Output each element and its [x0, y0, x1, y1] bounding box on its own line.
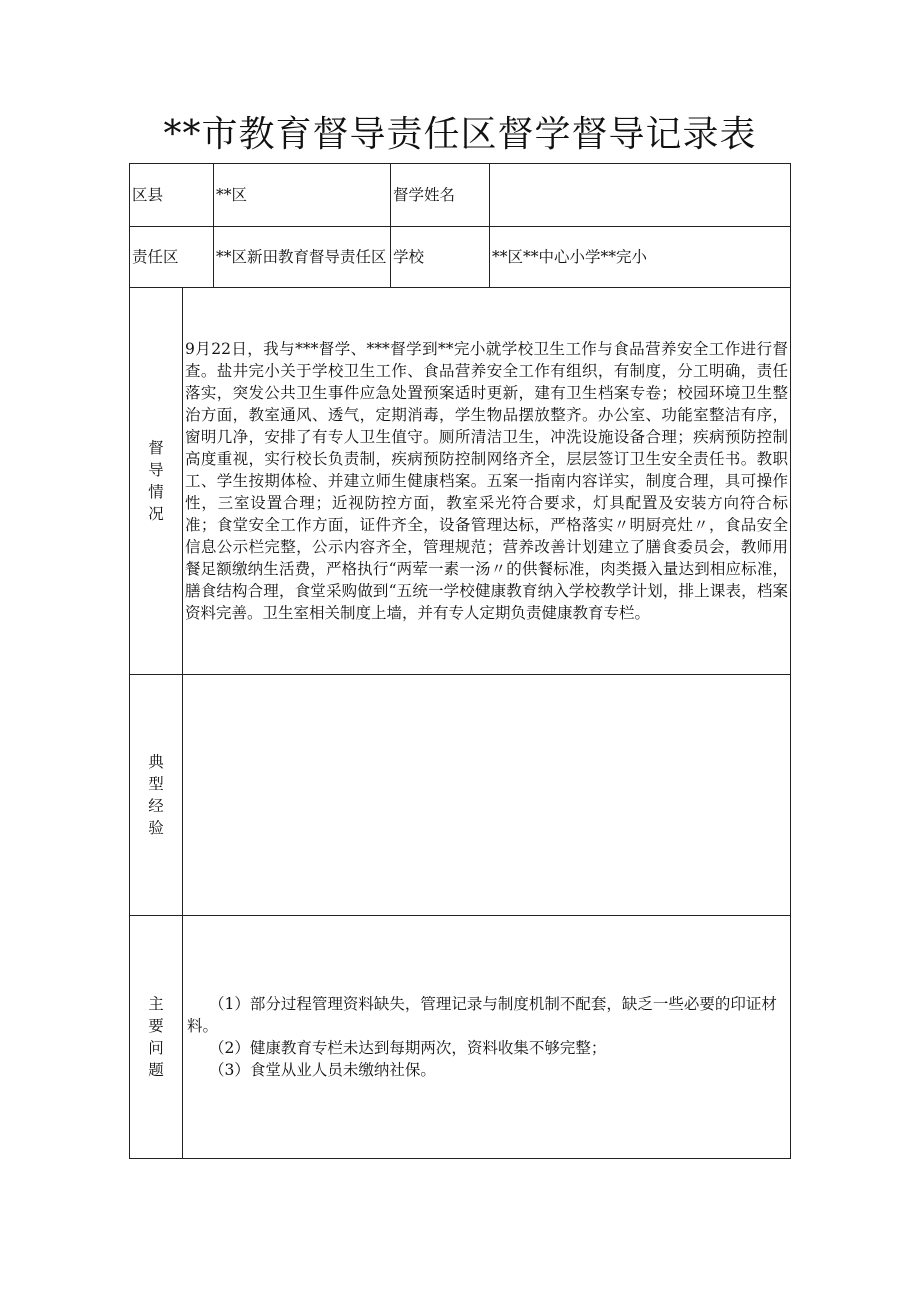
table-row-zone: [130, 227, 791, 288]
inspector-value: [490, 164, 791, 227]
school-label: 学校: [391, 227, 490, 288]
problem-item: （2）健康教育专栏未达到每期两次，资料收集不够完整；: [209, 1039, 607, 1057]
zone-label: 责任区: [130, 227, 214, 288]
table-row-experience: [130, 675, 791, 916]
table-row-situation: [130, 288, 791, 675]
problems-list: [183, 916, 791, 1159]
school-value: **区**中心小学**完小: [490, 227, 791, 288]
problems-label: 主 要 问 题: [130, 916, 183, 1159]
record-table: [129, 163, 791, 1159]
table-row-district: [130, 164, 791, 227]
zone-value: **区新田教育督导责任区: [214, 227, 391, 288]
experience-text: [183, 675, 791, 916]
district-label: 区县: [130, 164, 214, 227]
situation-text-cell: [183, 288, 791, 675]
situation-label: 督 导 情 况: [130, 288, 183, 675]
problem-item: （1）部分过程管理资料缺失，管理记录与制度机制不配套，缺乏一些必要的印证材料。: [187, 995, 777, 1035]
inspector-label: 督学姓名: [391, 164, 490, 227]
problem-item: （3）食堂从业人员未缴纳社保。: [209, 1061, 436, 1079]
table-row-problems: [130, 916, 791, 1159]
situation-text: 9月22日，我与***督学、***督学到**完小就学校卫生工作与食品营养安全工作进行督查。盐井完小关于学校卫生工作、食品营养安全工作有组织，有制度，分工明确，责任落实，突发公共卫生事件应急处置预案适时更新，建有卫生档案专卷；校园环境卫生整治方面，教室通风、透气，定期消毒，学生物品摆放整齐。办公室、功能室整洁有序，窗明几净，安排了有专人卫生值守。厕所清洁卫生，冲洗设施设备合理；疾病预防控制高度重视，实行校长负责制，疾病预防控制网络齐全，层层签订卫生安全责任书。教职工、学生按期体检、并建立师生健康档案。五案一指南内容详实，制度合理，具可操作性，三室设置合理；近视防控方面，教室采光符合要求，灯具配置及安装方向符合标准；食堂安全工作方面，证件齐全，设备管理达标，严格落实〃明厨亮灶〃，食品安全信息公示栏完整，公示内容齐全，管理规范；营养改善计划建立了膳食委员会，教师用餐足额缴纳生活费，严格执行“两荤一素一汤〃的供餐标准，肉类摄入量达到相应标准，膳食结构合理，食堂采购做到“五统一学校健康教育纳入学校教学计划，排上课表，档案资料完善。卫生室相关制度上墙，并有专人定期负责健康教育专栏。: [185, 340, 789, 622]
district-value: **区: [214, 164, 391, 227]
page-title: **市教育督导责任区督学督导记录表: [163, 114, 757, 155]
experience-label: 典 型 经 验: [130, 675, 183, 916]
